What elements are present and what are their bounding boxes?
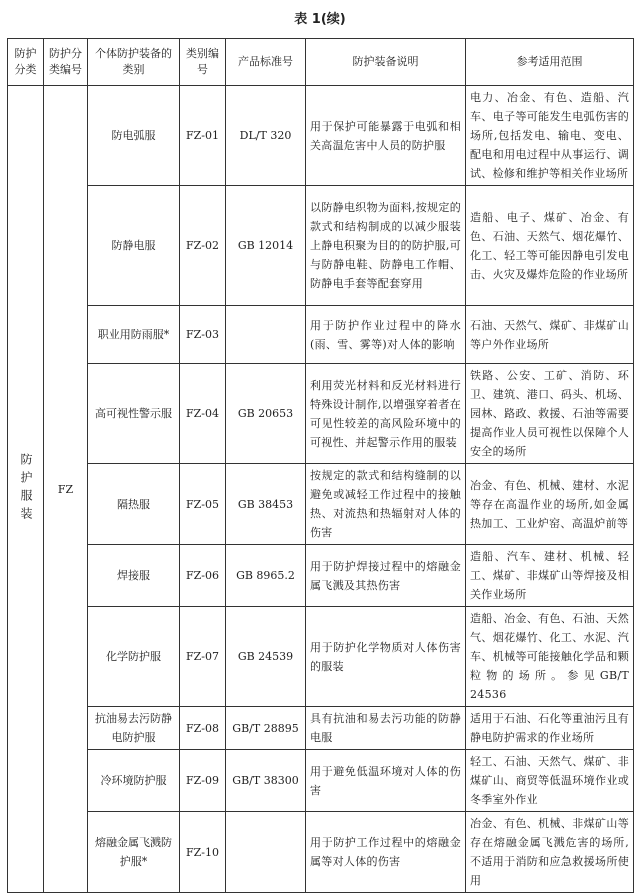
item-name-cell: 防静电服 <box>88 186 180 306</box>
standard-cell: DL/T 320 <box>226 86 306 186</box>
description-cell: 按规定的款式和结构缝制的以避免或减轻工作过程中的接触热、对流热和热辐射对人体的伤害 <box>306 464 466 545</box>
header-cell: 防护装备说明 <box>306 39 466 86</box>
standard-cell: GB 38453 <box>226 464 306 545</box>
header-cell: 个体防护装备的类别 <box>88 39 180 86</box>
item-code-cell: FZ-01 <box>180 86 226 186</box>
scope-cell: 轻工、石油、天然气、煤矿、非煤矿山、商贸等低温环境作业或冬季室外作业 <box>466 750 634 812</box>
description-cell: 利用荧光材料和反光材料进行特殊设计制作,以增强穿着者在可见性较差的高风险环境中的可视性、并起警示作用的服装 <box>306 364 466 464</box>
ppe-table <box>7 38 634 893</box>
item-name-cell: 熔融金属飞溅防护服* <box>88 812 180 893</box>
scope-cell: 造船、汽车、建材、机械、轻工、煤矿、非煤矿山等焊接及相关作业场所 <box>466 545 634 607</box>
header-cell: 类别编号 <box>180 39 226 86</box>
description-cell: 用于防护工作过程中的熔融金属等对人体的伤害 <box>306 812 466 893</box>
item-name-cell: 隔热服 <box>88 464 180 545</box>
table-row <box>8 86 634 186</box>
item-code-cell: FZ-05 <box>180 464 226 545</box>
table-row <box>8 545 634 607</box>
header-row <box>8 39 634 86</box>
table-row <box>8 607 634 707</box>
item-name-cell: 高可视性警示服 <box>88 364 180 464</box>
item-name-cell: 冷环境防护服 <box>88 750 180 812</box>
scope-cell: 冶金、有色、机械、非煤矿山等存在熔融金属飞溅危害的场所,不适用于消防和应急救援场所使用 <box>466 812 634 893</box>
header-cell: 参考适用范围 <box>466 39 634 86</box>
table-row <box>8 464 634 545</box>
standard-cell: GB 20653 <box>226 364 306 464</box>
item-name-cell: 焊接服 <box>88 545 180 607</box>
scope-cell: 铁路、公安、工矿、消防、环卫、建筑、港口、码头、机场、园林、路政、救援、石油等需要提高作业人员可视性以保障个人安全的场所 <box>466 364 634 464</box>
scope-cell: 冶金、有色、机械、建材、水泥等存在高温作业的场所,如金属热加工、工业炉窑、高温炉前等 <box>466 464 634 545</box>
description-cell: 用于避免低温环境对人体的伤害 <box>306 750 466 812</box>
item-code-cell: FZ-02 <box>180 186 226 306</box>
item-code-cell: FZ-03 <box>180 306 226 364</box>
item-code-cell: FZ-10 <box>180 812 226 893</box>
standard-cell: GB/T 28895 <box>226 707 306 750</box>
header-cell: 防护分类编号 <box>44 39 88 86</box>
table-row <box>8 306 634 364</box>
standard-cell: GB 24539 <box>226 607 306 707</box>
header-cell: 产品标准号 <box>226 39 306 86</box>
item-code-cell: FZ-09 <box>180 750 226 812</box>
standard-cell <box>226 306 306 364</box>
description-cell: 用于防护焊接过程中的熔融金属飞溅及其热伤害 <box>306 545 466 607</box>
scope-cell: 石油、天然气、煤矿、非煤矿山等户外作业场所 <box>466 306 634 364</box>
item-name-cell: 抗油易去污防静电防护服 <box>88 707 180 750</box>
description-cell: 用于防护化学物质对人体伤害的服装 <box>306 607 466 707</box>
item-name-cell: 防电弧服 <box>88 86 180 186</box>
item-name-cell: 化学防护服 <box>88 607 180 707</box>
table-row <box>8 186 634 306</box>
category-code-cell: FZ <box>44 86 88 893</box>
table-row <box>8 364 634 464</box>
standard-cell: GB 12014 <box>226 186 306 306</box>
item-code-cell: FZ-08 <box>180 707 226 750</box>
description-cell: 具有抗油和易去污功能的防静电服 <box>306 707 466 750</box>
standard-cell: GB/T 38300 <box>226 750 306 812</box>
table-row <box>8 707 634 750</box>
scope-cell: 造船、电子、煤矿、冶金、有色、石油、天然气、烟花爆竹、化工、轻工等可能因静电引发电击、火灾及爆炸危险的作业场所 <box>466 186 634 306</box>
item-code-cell: FZ-04 <box>180 364 226 464</box>
description-cell: 用于保护可能暴露于电弧和相关高温危害中人员的防护服 <box>306 86 466 186</box>
item-code-cell: FZ-06 <box>180 545 226 607</box>
item-code-cell: FZ-07 <box>180 607 226 707</box>
description-cell: 用于防护作业过程中的降水(雨、雪、雾等)对人体的影响 <box>306 306 466 364</box>
scope-cell: 电力、冶金、有色、造船、汽车、电子等可能发生电弧伤害的场所,包括发电、输电、变电、配电和用电过程中从事运行、调试、检修和维护等相关作业场所 <box>466 86 634 186</box>
scope-cell: 适用于石油、石化等重油污且有静电防护需求的作业场所 <box>466 707 634 750</box>
table-row <box>8 812 634 893</box>
scope-cell: 造船、冶金、有色、石油、天然气、烟花爆竹、化工、水泥、汽车、机械等可能接触化学品和颗粒物的场所。参见GB/T 24536 <box>466 607 634 707</box>
description-cell: 以防静电织物为面料,按规定的款式和结构制成的以减少服装上静电积聚为目的的防护服,可与防静电鞋、防静电工作帽、防静电手套等配套穿用 <box>306 186 466 306</box>
table-title: 表 1(续) <box>294 12 346 27</box>
header-cell: 防护分类 <box>8 39 44 86</box>
standard-cell <box>226 812 306 893</box>
item-name-cell: 职业用防雨服* <box>88 306 180 364</box>
category-cell: 防护服装 <box>8 86 44 893</box>
standard-cell: GB 8965.2 <box>226 545 306 607</box>
table-row <box>8 750 634 812</box>
